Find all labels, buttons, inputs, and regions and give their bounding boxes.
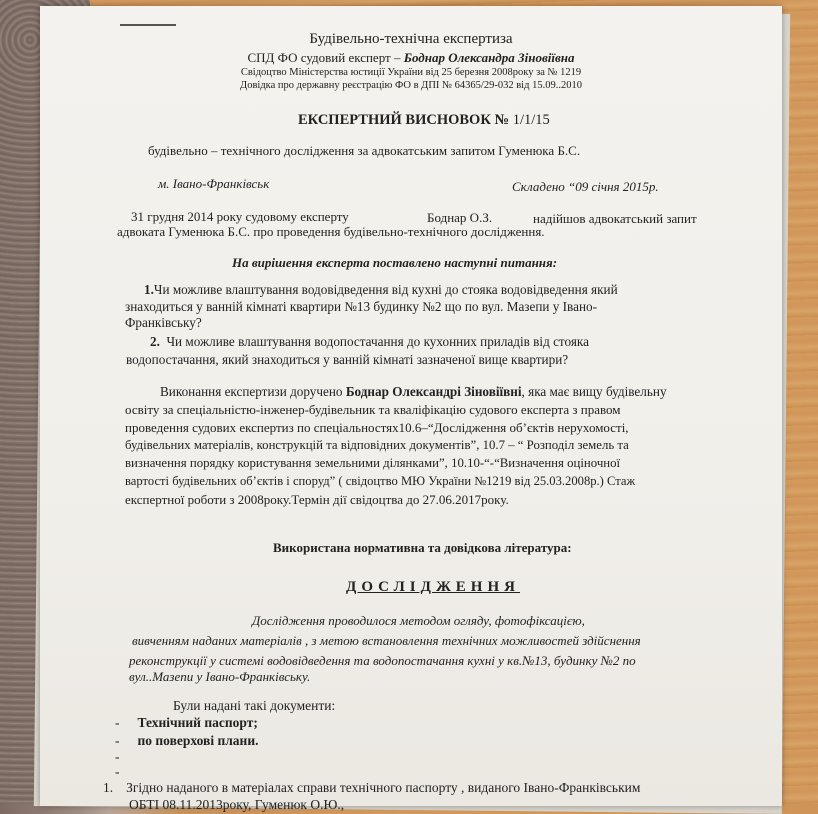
registration-line: Довідка про державну реєстрацію ФО в ДПІ № 64365/29-032 від 15.09..2010 bbox=[240, 80, 582, 91]
bullet: - bbox=[115, 715, 120, 730]
assignment-prefix: Виконання експертизи доручено bbox=[160, 384, 346, 399]
assignment-line-5: визначення порядку користування земельними ділянками”, 10.10-“-“Визначення оціночної bbox=[125, 456, 621, 470]
assignment-line-7: експертної роботи з 2008року.Термін дії свідоцтва до 27.06.2017року. bbox=[125, 492, 509, 507]
intro-line-1c: надійшов адвокатський запит bbox=[533, 211, 697, 226]
conclusion-number: 1/1/15 bbox=[512, 112, 550, 128]
conclusion-title-prefix: ЕКСПЕРТНИЙ ВИСНОВОК № bbox=[298, 112, 513, 128]
question-1-text: Чи можливе влаштування водовідведення від кухні до стояка водовідведення який bbox=[153, 282, 618, 297]
documents-intro: Були надані такі документи: bbox=[173, 698, 336, 713]
question-2-line-1 bbox=[150, 334, 589, 350]
research-line-2: вивченням наданих матеріалів , з метою встановлення технічних можливостей здійснення bbox=[132, 633, 641, 648]
assignment-line-1 bbox=[160, 384, 667, 400]
question-2-number: 2. bbox=[150, 334, 160, 349]
header-title: Будівельно-технічна експертиза bbox=[309, 31, 513, 47]
document-page bbox=[40, 6, 782, 812]
intro-line-1b: Боднар О.З. bbox=[427, 210, 493, 225]
document-item-text: Технічний паспорт; bbox=[137, 715, 258, 730]
document-item-text: по поверхові плани. bbox=[137, 733, 259, 748]
question-1-line-2: знаходиться у ванній кімнаті квартири №13 будинку №2 що по вул. Мазепи у Івано- bbox=[125, 299, 598, 314]
compiled-date: Складено “09 січня 2015р. bbox=[512, 179, 659, 194]
document-item bbox=[115, 764, 138, 780]
document-item bbox=[115, 733, 259, 749]
document-item bbox=[115, 749, 138, 765]
document-item bbox=[115, 715, 258, 731]
corner-dash bbox=[120, 24, 176, 26]
finding-number: 1. bbox=[103, 780, 114, 795]
conclusion-subtitle: будівельно – технічного дослідження за адвокатським запитом Гуменюка Б.С. bbox=[148, 143, 581, 158]
header-org bbox=[40, 50, 782, 66]
question-1-number: 1. bbox=[144, 282, 154, 297]
assignment-suffix: , яка має вищу будівельну bbox=[521, 384, 667, 399]
finding-1-line-2: ОБТІ 08.11.2013року, Гуменюк О.Ю., bbox=[129, 797, 345, 812]
org-name: Боднар Олександра Зіновіївна bbox=[403, 50, 575, 65]
question-2-line-2: водопостачання, який знаходиться у ванній кімнаті зазначеної вище квартири? bbox=[126, 352, 569, 367]
city: м. Івано-Франківськ bbox=[158, 176, 270, 191]
research-line-4: вул..Мазепи у Івано-Франківську. bbox=[129, 669, 311, 684]
literature-heading: Використана нормативна та довідкова література: bbox=[273, 540, 572, 555]
assignment-line-3: проведення судових експертиз по спеціальностях10.6–“Дослідження об’єктів нерухомості, bbox=[125, 420, 629, 435]
question-2-text: Чи можливе влаштування водопостачання до кухонних приладів від стояка bbox=[166, 334, 589, 349]
assignment-line-4: будівельних матеріалів, конструкцій та відповідних документів”, 10.7 – “ Розподіл земель та bbox=[125, 438, 629, 452]
assignment-line-6: вартості будівельних об’єктів і споруд” ( свідоцтво МЮ України №1219 від 25.03.2008р.) Стаж bbox=[125, 474, 636, 488]
finding-1-line-1 bbox=[103, 780, 640, 796]
research-line-1: Дослідження проводилося методом огляду, фотофіксацією, bbox=[252, 613, 585, 628]
question-1-line-1 bbox=[144, 282, 618, 298]
conclusion-title bbox=[298, 112, 550, 129]
questions-heading: На вирішення експерта поставлено наступні питання: bbox=[232, 255, 558, 270]
bullet: - bbox=[115, 733, 120, 748]
assignment-line-2: освіту за спеціальністю-інженер-будівельник та кваліфікацію судового експерта з правом bbox=[125, 402, 621, 417]
cert-line: Свідоцтво Міністерства юстиції України від 25 березня 2008року за № 1219 bbox=[240, 67, 582, 78]
intro-line-1a: 31 грудня 2014 року судовому експерту bbox=[131, 209, 349, 224]
expert-name: Боднар Олександрі Зіновіївні bbox=[345, 384, 522, 399]
research-heading: ДОСЛІДЖЕННЯ bbox=[346, 579, 520, 595]
finding-text: Згідно наданого в матеріалах справи технічного паспорту , виданого Івано-Франківським bbox=[126, 780, 641, 795]
intro-line-2: адвоката Гуменюка Б.С. про проведення будівельно-технічного дослідження. bbox=[117, 224, 545, 239]
org-prefix: СПД ФО судовий експерт – bbox=[247, 50, 404, 65]
question-1-line-3: Франківську? bbox=[125, 315, 202, 330]
bullet: - bbox=[115, 764, 120, 779]
research-line-3: реконструкції у системі водовідведення та водопостачання кухні у кв.№13, будинку №2 по bbox=[129, 653, 636, 668]
bullet: - bbox=[115, 749, 120, 764]
